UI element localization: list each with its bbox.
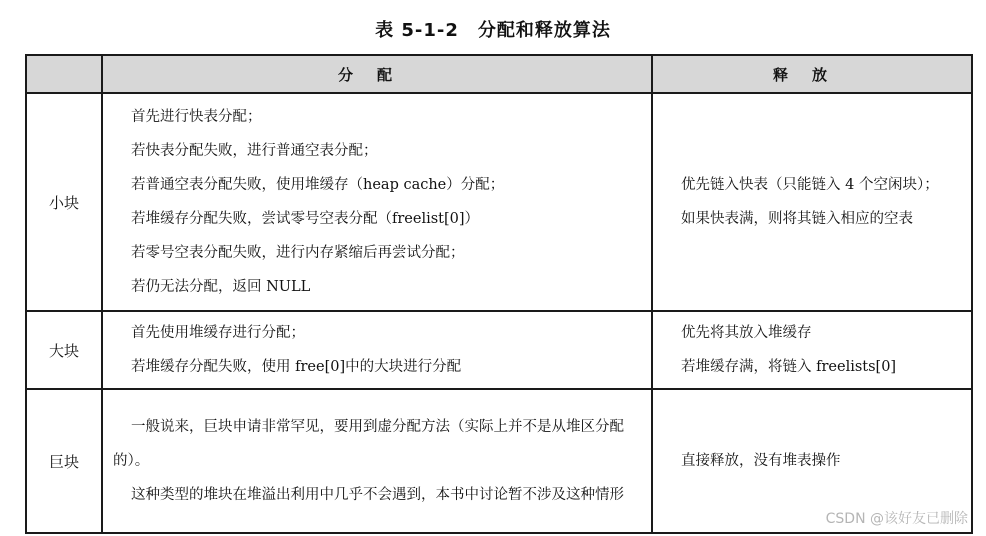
free-line: 若堆缓存满，将链入 freelists[0] [681, 359, 897, 375]
alloc-cell-small [102, 93, 652, 311]
header-free: 释放 [652, 55, 972, 93]
free-line: 直接释放，没有堆表操作 [681, 453, 841, 469]
table-header-row [26, 55, 972, 93]
alloc-line: 这种类型的堆块在堆溢出利用中几乎不会遇到，本书中讨论暂不涉及这种情形 [131, 487, 624, 503]
free-line: 优先链入快表（只能链入 4 个空闲块）； [681, 177, 939, 193]
row-label-small: 小块 [26, 93, 102, 311]
row-label-huge: 巨块 [26, 389, 102, 533]
alloc-line: 若堆缓存分配失败，使用 free[0]中的大块进行分配 [131, 359, 462, 375]
alloc-line: 若快表分配失败，进行普通空表分配； [131, 143, 378, 159]
table-row [26, 311, 972, 389]
alloc-cell-huge [102, 389, 652, 533]
alloc-cell-big [102, 311, 652, 389]
free-cell-small [652, 93, 972, 311]
free-cell-big [652, 311, 972, 389]
alloc-free-table [25, 54, 973, 534]
alloc-line: 若仍无法分配，返回 NULL [131, 279, 311, 295]
alloc-line: 首先进行快表分配； [131, 109, 262, 125]
alloc-line: 若零号空表分配失败，进行内存紧缩后再尝试分配； [131, 245, 465, 261]
alloc-line: 若普通空表分配失败，使用堆缓存（heap cache）分配； [131, 177, 505, 193]
header-alloc: 分配 [102, 55, 652, 93]
row-label-big: 大块 [26, 311, 102, 389]
free-line: 优先将其放入堆缓存 [681, 325, 812, 341]
alloc-line: 一般说来，巨块申请非常罕见，要用到虚分配方法（实际上并不是从堆区分配的）。 [113, 419, 624, 469]
table-caption: 表 5-1-2 分配和释放算法 [375, 20, 611, 41]
alloc-line: 首先使用堆缓存进行分配； [131, 325, 305, 341]
alloc-line: 若堆缓存分配失败，尝试零号空表分配（freelist[0]） [131, 211, 480, 227]
watermark: CSDN @该好友已删除 [824, 508, 970, 528]
free-line: 如果快表满，则将其链入相应的空表 [681, 211, 913, 227]
header-corner [26, 55, 102, 93]
table-row [26, 93, 972, 311]
